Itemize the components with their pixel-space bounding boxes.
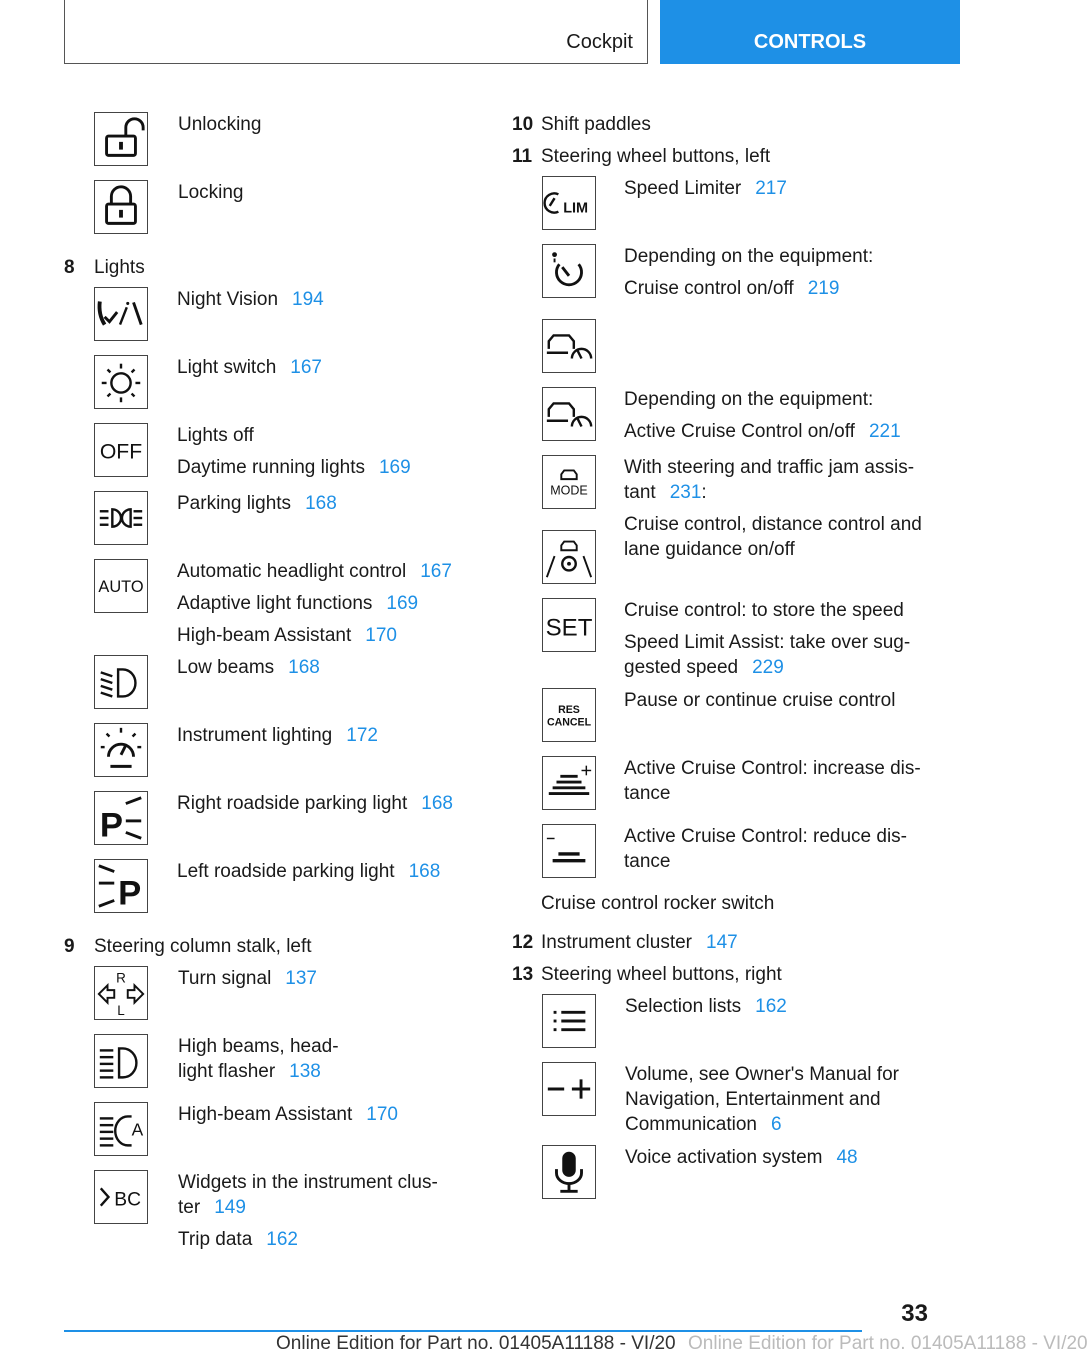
- pause-continue-label: Pause or continue cruise control: [624, 690, 896, 711]
- microphone-icon: [542, 1145, 596, 1199]
- lights-off-label: Lights off: [177, 425, 254, 446]
- page-link[interactable]: 138: [289, 1061, 321, 1082]
- shift-paddles-label: Shift paddles: [541, 114, 651, 135]
- lock-icon: [94, 180, 148, 234]
- page-link[interactable]: 168: [421, 793, 453, 814]
- high-beam-assistant-icon: [94, 1102, 148, 1156]
- low-beams-item[interactable]: Low beams 168: [177, 657, 320, 678]
- high-beams-icon: [94, 1034, 148, 1088]
- high-beams-item[interactable]: light flasher 138: [178, 1061, 321, 1082]
- watermark: Online Edition for Part no. 01405A11188 - VI/20: [688, 1333, 1088, 1354]
- page-link[interactable]: 168: [408, 861, 441, 882]
- svg-text:P: P: [99, 806, 123, 845]
- item-number-8: 8: [64, 257, 75, 278]
- cruise-control-icon: [542, 244, 596, 298]
- page-link[interactable]: 167: [290, 357, 322, 378]
- svg-text:CANCEL: CANCEL: [546, 716, 592, 729]
- assistant-line1: With steering and traffic jam assis-: [624, 457, 915, 478]
- adaptive-light-item[interactable]: Adaptive light functions 169: [177, 593, 419, 614]
- svg-text:L: L: [117, 1003, 125, 1019]
- page-link[interactable]: 48: [836, 1147, 858, 1168]
- turn-signal-item[interactable]: Turn signal 137: [178, 968, 317, 989]
- svg-text:AUTO: AUTO: [98, 577, 144, 596]
- volume-item[interactable]: Communication 6: [625, 1114, 782, 1135]
- cruise-distance-line1: Cruise control, distance control and: [624, 514, 922, 535]
- volume-icon: [542, 1062, 596, 1116]
- svg-text:RES: RES: [558, 704, 580, 717]
- speed-limit-assist-line1: Speed Limit Assist: take over sug-: [624, 632, 911, 653]
- speed-limit-assist-item[interactable]: gested speed 229: [624, 657, 784, 678]
- page-link[interactable]: 194: [292, 289, 324, 310]
- page-link[interactable]: 137: [285, 968, 317, 989]
- page-link[interactable]: 229: [752, 657, 784, 678]
- cruise-distance-line2: lane guidance on/off: [624, 539, 795, 560]
- light-switch-icon: [94, 355, 148, 409]
- speed-limiter-item[interactable]: Speed Limiter 217: [624, 178, 787, 199]
- page-link[interactable]: 149: [214, 1197, 246, 1218]
- right-parking-light-item[interactable]: Right roadside parking light 168: [177, 793, 453, 814]
- item-number-10: 10: [512, 114, 534, 135]
- reduce-distance-line2: tance: [624, 851, 671, 872]
- instrument-lighting-item[interactable]: Instrument lighting 172: [177, 725, 378, 746]
- voice-activation-item[interactable]: Voice activation system 48: [625, 1147, 858, 1168]
- auto-headlight-item[interactable]: Automatic headlight control 167: [177, 561, 452, 582]
- reduce-distance-icon: [542, 824, 596, 878]
- daytime-lights-item[interactable]: Daytime running lights 169: [177, 457, 411, 478]
- mode-icon: [542, 455, 596, 509]
- left-parking-light-item[interactable]: Left roadside parking light 168: [177, 861, 441, 882]
- instrument-lighting-icon: [94, 723, 148, 777]
- page-link[interactable]: 221: [868, 421, 901, 442]
- page-link[interactable]: 219: [807, 278, 840, 299]
- rocker-switch-label: Cruise control rocker switch: [541, 893, 775, 914]
- cruise-control-onoff-item[interactable]: Cruise control on/off 219: [624, 278, 840, 299]
- page-link[interactable]: 217: [755, 178, 787, 199]
- svg-text:SET: SET: [545, 614, 593, 642]
- widgets-line1: Widgets in the instrument clus-: [178, 1172, 438, 1193]
- unlock-icon: [94, 112, 148, 166]
- locking-label: Locking: [178, 182, 244, 203]
- page-link[interactable]: 169: [378, 457, 411, 478]
- night-vision-icon: [94, 287, 148, 341]
- night-vision-item[interactable]: Night Vision 194: [177, 289, 324, 310]
- lights-heading: Lights: [94, 257, 145, 278]
- item-number-13: 13: [512, 964, 534, 985]
- set-icon: [542, 598, 596, 652]
- speed-limiter-icon: [542, 176, 596, 230]
- svg-text:LIM: LIM: [563, 200, 589, 217]
- right-parking-light-icon: [94, 791, 148, 845]
- svg-text:BC: BC: [114, 1189, 142, 1211]
- page-link[interactable]: 162: [266, 1229, 298, 1250]
- page-link[interactable]: 6: [771, 1114, 782, 1135]
- item-number-11: 11: [512, 146, 533, 167]
- increase-distance-line2: tance: [624, 783, 671, 804]
- volume-line1: Volume, see Owner's Manual for: [625, 1064, 899, 1085]
- high-beam-assistant-item-2[interactable]: High-beam Assistant 170: [178, 1104, 398, 1125]
- car-distance-icon: [542, 319, 596, 373]
- item-number-12: 12: [512, 932, 534, 953]
- volume-line2: Navigation, Entertainment and: [625, 1089, 881, 1110]
- parking-lights-item[interactable]: Parking lights 168: [177, 493, 337, 514]
- page-link[interactable]: 172: [346, 725, 378, 746]
- reduce-distance-line1: Active Cruise Control: reduce dis-: [624, 826, 907, 847]
- auto-headlight-icon: [94, 559, 148, 613]
- increase-distance-line1: Active Cruise Control: increase dis-: [624, 758, 921, 779]
- page-link[interactable]: 147: [706, 932, 738, 953]
- high-beam-assistant-item[interactable]: High-beam Assistant 170: [177, 625, 397, 646]
- parking-lights-icon: [94, 491, 148, 545]
- svg-text:A: A: [131, 1119, 144, 1140]
- page-link[interactable]: 170: [365, 625, 397, 646]
- page-number: 33: [901, 1300, 928, 1327]
- unlocking-label: Unlocking: [178, 114, 262, 135]
- active-cruise-control-icon: [542, 387, 596, 441]
- section-title: Cockpit: [566, 31, 633, 53]
- item-number-9: 9: [64, 936, 75, 957]
- instrument-cluster-item[interactable]: Instrument cluster 147: [541, 932, 738, 953]
- svg-text:MODE: MODE: [550, 483, 588, 498]
- svg-text:OFF: OFF: [99, 440, 143, 464]
- page-link[interactable]: 168: [305, 493, 337, 514]
- trip-data-item[interactable]: Trip data 162: [178, 1229, 298, 1250]
- steering-wheel-right-heading: Steering wheel buttons, right: [541, 964, 782, 985]
- turn-signal-icon: [94, 966, 148, 1020]
- header-section-box: [64, 0, 648, 64]
- footer-divider: [64, 1330, 862, 1332]
- selection-lists-icon: [542, 994, 596, 1048]
- widgets-item[interactable]: ter 149: [178, 1197, 246, 1218]
- header-chapter-tab[interactable]: [660, 0, 960, 64]
- selection-lists-item[interactable]: Selection lists 162: [625, 996, 787, 1017]
- page-link[interactable]: 170: [366, 1104, 398, 1125]
- page-link[interactable]: 169: [386, 593, 419, 614]
- res-cancel-icon: [542, 688, 596, 742]
- edition-text: Online Edition for Part no. 01405A11188 - VI/20: [276, 1333, 676, 1354]
- left-parking-light-icon: [94, 859, 148, 913]
- lane-guidance-icon: [542, 530, 596, 584]
- active-cruise-onoff-item[interactable]: Active Cruise Control on/off 221: [624, 421, 901, 442]
- page-link[interactable]: 231: [669, 482, 702, 503]
- assistant-item[interactable]: tant 231:: [624, 482, 707, 503]
- widgets-icon: [94, 1170, 148, 1224]
- svg-text:P: P: [118, 874, 142, 913]
- page-link[interactable]: 167: [420, 561, 452, 582]
- svg-text:R: R: [116, 970, 126, 986]
- light-switch-item[interactable]: Light switch 167: [177, 357, 322, 378]
- increase-distance-icon: [542, 756, 596, 810]
- lights-off-icon: [94, 423, 148, 477]
- depending-equipment-1: Depending on the equipment:: [624, 246, 874, 267]
- high-beams-line1: High beams, head-: [178, 1036, 339, 1057]
- steering-stalk-heading: Steering column stalk, left: [94, 936, 312, 957]
- page-link[interactable]: 168: [288, 657, 320, 678]
- depending-equipment-2: Depending on the equipment:: [624, 389, 874, 410]
- page-link[interactable]: 162: [755, 996, 787, 1017]
- low-beams-icon: [94, 655, 148, 709]
- steering-wheel-left-heading: Steering wheel buttons, left: [541, 146, 771, 167]
- chapter-title: CONTROLS: [753, 31, 867, 53]
- store-speed-label: Cruise control: to store the speed: [624, 600, 904, 621]
